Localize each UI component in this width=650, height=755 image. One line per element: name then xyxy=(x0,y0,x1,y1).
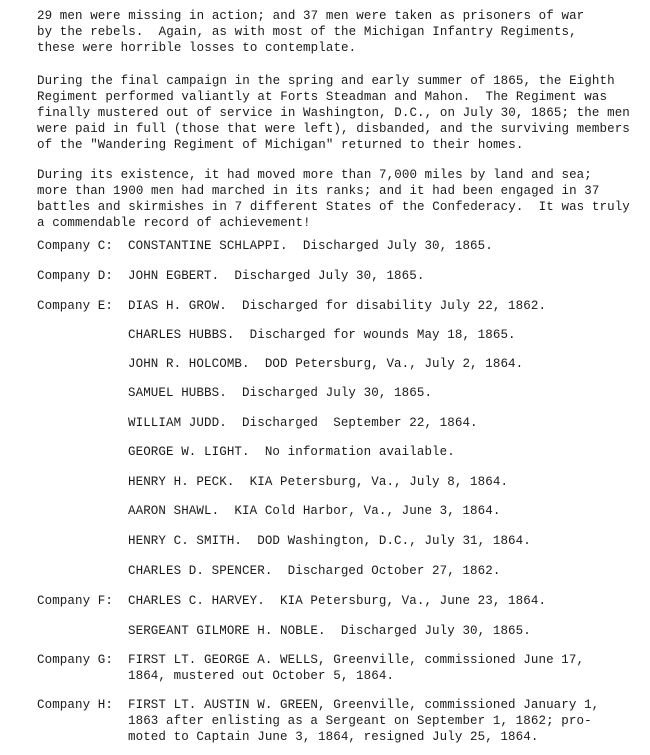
soldier-entry: DIAS H. GROW. Discharged for disability July 22, 1862. xyxy=(128,299,547,313)
company-label: Company C: xyxy=(37,239,114,253)
soldier-entry xyxy=(128,652,648,684)
soldier-entry: GEORGE W. LIGHT. No information available. xyxy=(128,445,455,459)
soldier-entry: JOHN EGBERT. Discharged July 30, 1865. xyxy=(128,269,425,283)
text-line: were paid in full (those that were left), disbanded, and the surviving members xyxy=(37,122,630,136)
paragraph-final-campaign xyxy=(37,73,637,153)
text-line: During the final campaign in the spring and early summer of 1865, the Eighth xyxy=(37,74,615,88)
soldier-entry: WILLIAM JUDD. Discharged September 22, 1864. xyxy=(128,416,478,430)
soldier-entry: SERGEANT GILMORE H. NOBLE. Discharged July 30, 1865. xyxy=(128,624,531,638)
text-line: battles and skirmishes in 7 different States of the Confederacy. It was truly xyxy=(37,200,630,214)
entry-line: moted to Captain June 3, 1864, resigned July 25, 1864. xyxy=(128,730,539,744)
company-label: Company D: xyxy=(37,269,114,283)
text-line: finally mustered out of service in Washington, D.C., on July 30, 1865; the men xyxy=(37,106,630,120)
soldier-entry: SAMUEL HUBBS. Discharged July 30, 1865. xyxy=(128,386,433,400)
text-line: these were horrible losses to contemplate. xyxy=(37,41,357,55)
soldier-entry xyxy=(128,697,648,745)
paragraph-losses xyxy=(37,8,637,56)
soldier-entry: CHARLES C. HARVEY. KIA Petersburg, Va., June 23, 1864. xyxy=(128,594,547,608)
entry-line: 1863 after enlisting as a Sergeant on September 1, 1862; pro- xyxy=(128,714,592,728)
soldier-entry: CONSTANTINE SCHLAPPI. Discharged July 30, 1865. xyxy=(128,239,493,253)
soldier-entry: JOHN R. HOLCOMB. DOD Petersburg, Va., July 2, 1864. xyxy=(128,357,524,371)
soldier-entry: HENRY H. PECK. KIA Petersburg, Va., July 8, 1864. xyxy=(128,475,509,489)
text-line: a commendable record of achievement! xyxy=(37,216,311,230)
company-label: Company G: xyxy=(37,653,114,667)
soldier-entry: CHARLES D. SPENCER. Discharged October 27, 1862. xyxy=(128,564,501,578)
text-line: 29 men were missing in action; and 37 men were taken as prisoners of war xyxy=(37,9,585,23)
company-label: Company E: xyxy=(37,299,114,313)
soldier-entry: HENRY C. SMITH. DOD Washington, D.C., July 31, 1864. xyxy=(128,534,531,548)
text-line: Regiment performed valiantly at Forts Steadman and Mahon. The Regiment was xyxy=(37,90,608,104)
soldier-entry: CHARLES HUBBS. Discharged for wounds May 18, 1865. xyxy=(128,328,516,342)
soldier-entry: AARON SHAWL. KIA Cold Harbor, Va., June 3, 1864. xyxy=(128,504,501,518)
text-line: by the rebels. Again, as with most of the Michigan Infantry Regiments, xyxy=(37,25,577,39)
text-line: of the "Wandering Regiment of Michigan" returned to their homes. xyxy=(37,138,524,152)
entry-line: FIRST LT. AUSTIN W. GREEN, Greenville, commissioned January 1, xyxy=(128,698,600,712)
company-label: Company H: xyxy=(37,698,114,712)
entry-line: 1864, mustered out October 5, 1864. xyxy=(128,669,395,683)
paragraph-existence xyxy=(37,167,637,231)
text-line: During its existence, it had moved more than 7,000 miles by land and sea; xyxy=(37,168,592,182)
entry-line: FIRST LT. GEORGE A. WELLS, Greenville, commissioned June 17, xyxy=(128,653,585,667)
company-label: Company F: xyxy=(37,594,114,608)
text-line: more than 1900 men had marched in its ranks; and it had been engaged in 37 xyxy=(37,184,600,198)
